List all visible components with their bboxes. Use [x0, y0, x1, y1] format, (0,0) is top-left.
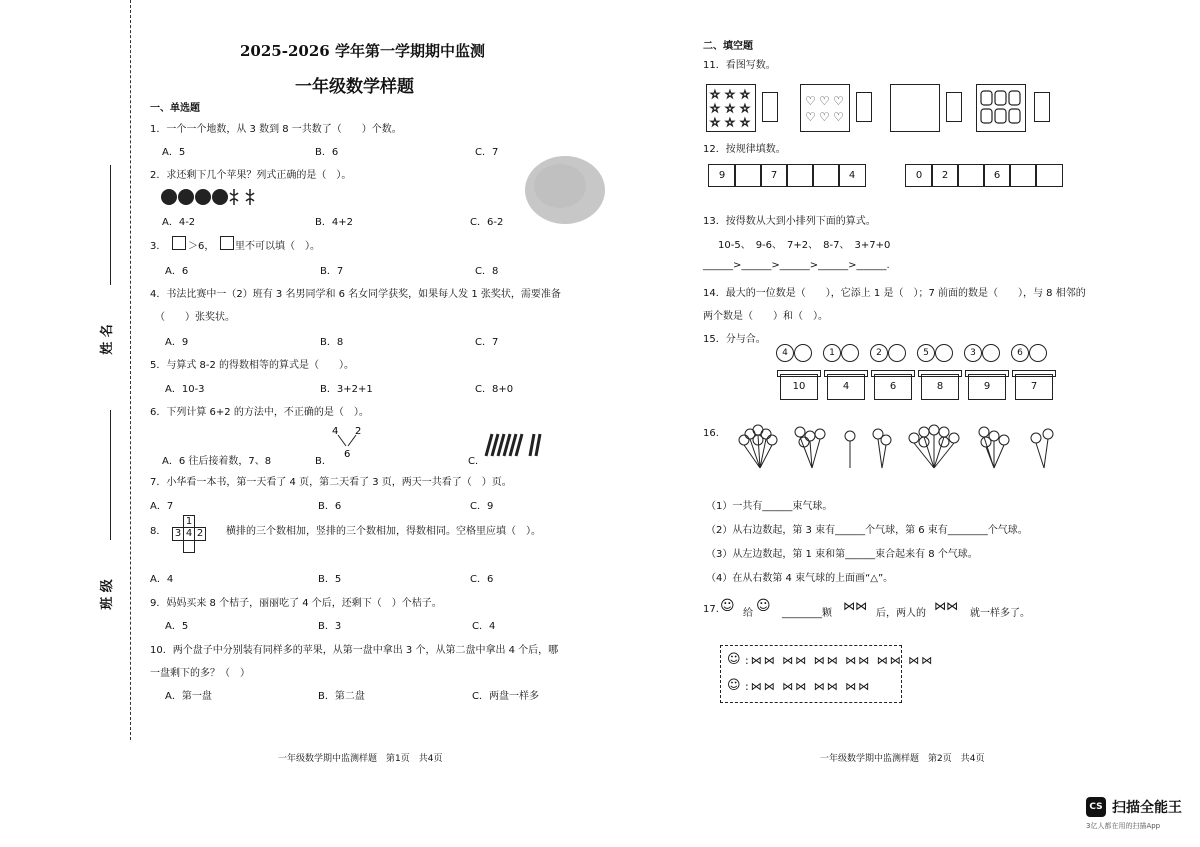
class-line	[110, 410, 111, 540]
balloon-bunch-4	[873, 429, 891, 468]
q3-option-c: C．8	[475, 266, 499, 277]
q12-seq1-cell[interactable]	[734, 164, 762, 187]
q12-seq2-cell: 2	[931, 164, 959, 187]
q8-option-a: A．4	[150, 574, 174, 585]
svg-text:☆: ☆	[725, 88, 735, 101]
q17-give: 给	[743, 608, 753, 619]
svg-text:☆: ☆	[710, 88, 720, 101]
name-label: 姓 名	[99, 324, 115, 355]
q6-option-b: B．	[315, 456, 332, 467]
camscanner-tagline: 3亿人都在用的扫描App	[1086, 822, 1161, 830]
boy-face-icon: ☺	[756, 598, 771, 614]
q3-box-2	[220, 236, 234, 250]
svg-text:♡: ♡	[805, 94, 816, 108]
q12-text: 12．按规律填数。	[703, 144, 786, 155]
flower: 6	[1011, 344, 1029, 362]
rounded-squares-icon	[977, 85, 1025, 131]
balloon-bunch-6	[979, 427, 1009, 468]
q2-text: 2．求还剩下几个苹果？列式正确的是（ ）。	[150, 170, 352, 181]
q3-option-b: B．7	[320, 266, 344, 277]
svg-text:☆: ☆	[740, 116, 750, 129]
svg-text:♡: ♡	[805, 110, 816, 124]
balloon-bunch-5	[909, 425, 959, 468]
svg-text:☆: ☆	[725, 102, 735, 115]
q3-gt-six: ＞6，	[188, 241, 215, 252]
q8-cell-top: 1	[183, 515, 195, 528]
svg-text:☆: ☆	[740, 102, 750, 115]
balloon-bunch-1	[739, 425, 777, 468]
q1-option-c: C．7	[475, 147, 499, 158]
page1-footer: 一年级数学期中监测样题 第1页 共4页	[278, 754, 443, 764]
q9-option-a: A．5	[165, 621, 189, 632]
q4-option-b: B．8	[320, 337, 344, 348]
q9-option-c: C．4	[472, 621, 496, 632]
q6-sticks-illustration	[482, 432, 542, 458]
svg-text:☆: ☆	[710, 116, 720, 129]
q7-text: 7．小华看一本书，第一天看了 4 页，第二天看了 3 页，两天一共看了（ ）页。	[150, 477, 512, 488]
svg-text:☆: ☆	[710, 102, 720, 115]
candy-icon-2: ⋈⋈	[934, 599, 958, 613]
section-fill-blank: 二、填空题	[703, 41, 753, 52]
flower[interactable]	[888, 344, 906, 362]
q14-text: 14．最大的一位数是（ ），它添上 1 是（ ）；7 前面的数是（ ），与 8 相邻的	[703, 288, 1086, 299]
q8-option-c: C．6	[470, 574, 494, 585]
q3-text: 里不可以填（ ）。	[235, 241, 320, 252]
q6-number-tree	[330, 424, 366, 458]
q6-tree-bottom: 6	[344, 449, 351, 458]
flower: 5	[917, 344, 935, 362]
q7-option-c: C．9	[470, 501, 494, 512]
q8-cell-right: 2	[194, 527, 206, 541]
q5-option-c: C．8+0	[475, 384, 514, 395]
q16-part-2: （2）从右边数起，第 3 束有______个气球，第 6 束有________个气球。	[706, 525, 1028, 536]
flower: 4	[776, 344, 794, 362]
section-single-choice: 一、单选题	[150, 103, 200, 114]
q12-seq2-cell[interactable]	[957, 164, 985, 187]
q16-number: 16.	[703, 428, 719, 439]
flower: 2	[870, 344, 888, 362]
stars-icon	[707, 85, 755, 131]
q17-candy-panel	[720, 645, 935, 703]
name-line	[110, 165, 111, 285]
q6-option-c: C．	[468, 456, 485, 467]
q5-option-a: A．10-3	[165, 384, 205, 395]
svg-text:♡: ♡	[819, 110, 830, 124]
q13-text: 13．按得数从大到小排列下面的算式。	[703, 216, 876, 227]
candy-row-1-icons: :⋈⋈ ⋈⋈ ⋈⋈ ⋈⋈ ⋈⋈ ⋈⋈	[745, 654, 935, 667]
q13-answer-blanks[interactable]: ______>______>______>______>______.	[703, 260, 890, 271]
q1-option-a: A．5	[162, 147, 186, 158]
exam-title: 2025-2026 学年第一学期期中监测	[240, 42, 485, 60]
q6-option-a: A．6 往后接着数，7、8	[162, 456, 272, 467]
q16-part-4: （4）在从右数第 4 束气球的上面画“△”。	[706, 573, 894, 584]
q4-text: 4．书法比赛中一（2）班有 3 名男同学和 6 名女同学获奖，如果每人发 1 张奖状，需要准备	[150, 289, 561, 300]
q3-box-1	[172, 236, 186, 250]
flower[interactable]	[841, 344, 859, 362]
q4-text-2: （ ）张奖状。	[155, 312, 235, 323]
q9-option-b: B．3	[318, 621, 342, 632]
candy-row-2-icons: :⋈⋈ ⋈⋈ ⋈⋈ ⋈⋈	[745, 680, 872, 693]
balloon-bunch-3	[845, 431, 855, 468]
q17-blank[interactable]: ________颗	[782, 608, 832, 619]
q3-number: 3．	[150, 241, 167, 252]
flower-pot: 7	[1015, 374, 1053, 400]
scan-smudge	[520, 150, 610, 230]
q1-option-b: B．6	[315, 147, 339, 158]
svg-text:♡: ♡	[833, 94, 844, 108]
q10-option-c: C．两盘一样多	[472, 691, 539, 702]
q11-answer-box-4[interactable]	[1034, 92, 1050, 122]
q6-tree-top-left: 4	[332, 426, 339, 437]
q10-option-b: B．第二盘	[318, 691, 365, 702]
q6-text: 6．下列计算 6+2 的方法中，不正确的是（ ）。	[150, 407, 369, 418]
svg-text:☆: ☆	[740, 88, 750, 101]
q8-number: 8．	[150, 526, 167, 537]
q11-answer-box-1[interactable]	[762, 92, 778, 122]
q10-option-a: A．第一盘	[165, 691, 212, 702]
q12-seq1-cell: 9	[708, 164, 736, 187]
q17-after: 后，两人的	[876, 608, 926, 619]
camscanner-brand: 扫描全能王	[1112, 800, 1182, 816]
q13-expressions: 10-5、 9-6、 7+2、 8-7、 3+7+0	[718, 240, 891, 251]
q12-seq1-cell: 4	[838, 164, 866, 187]
q11-empty-box	[890, 84, 940, 132]
q16-balloons	[728, 420, 1078, 472]
svg-text:♡: ♡	[819, 94, 830, 108]
girl-face-icon-2: ☺	[727, 652, 741, 667]
q17-number: 17.	[703, 604, 719, 615]
q3-option-a: A．6	[165, 266, 189, 277]
q11-squares-box	[976, 84, 1026, 132]
q4-option-a: A．9	[165, 337, 189, 348]
q7-option-a: A．7	[150, 501, 174, 512]
q2-option-b: B．4+2	[315, 217, 353, 228]
flower: 3	[964, 344, 982, 362]
q12-seq2-cell: 6	[983, 164, 1011, 187]
girl-face-icon: ☺	[720, 598, 735, 614]
candy-icon: ⋈⋈	[843, 599, 867, 613]
exam-subtitle: 一年级数学样题	[295, 77, 414, 97]
q12-seq2-cell[interactable]	[1035, 164, 1063, 187]
apples-illustration	[160, 185, 270, 207]
q8-text: 横排的三个数相加，竖排的三个数相加，得数相同。空格里应填（ ）。	[226, 526, 541, 537]
balloon-bunch-2	[795, 427, 825, 468]
q11-text: 11．看图写数。	[703, 60, 776, 71]
flower[interactable]	[794, 344, 812, 362]
flower[interactable]	[935, 344, 953, 362]
q15-text: 15．分与合。	[703, 334, 766, 345]
q5-text: 5．与算式 8-2 的得数相等的算式是（ ）。	[150, 360, 355, 371]
page2-footer: 一年级数学期中监测样题 第2页 共4页	[820, 754, 985, 764]
q11-hearts-box	[800, 84, 850, 132]
q16-part-1: （1）一共有______束气球。	[706, 501, 833, 512]
q11-answer-box-2[interactable]	[856, 92, 872, 122]
q9-text: 9．妈妈买来 8 个桔子，丽丽吃了 4 个后，还剩下（ ）个桔子。	[150, 598, 442, 609]
flower[interactable]	[982, 344, 1000, 362]
q6-tree-top-right: 2	[355, 426, 362, 437]
svg-text:☆: ☆	[725, 116, 735, 129]
camscanner-logo-icon: CS	[1086, 797, 1106, 817]
q10-text: 10．两个盘子中分别装有同样多的苹果，从第一盘中拿出 3 个，从第二盘中拿出 4 个后，哪	[150, 645, 559, 656]
q8-cell-bottom	[183, 540, 195, 553]
q12-seq2-cell: 0	[905, 164, 933, 187]
balloon-bunch-7	[1031, 429, 1053, 468]
svg-text:♡: ♡	[833, 110, 844, 124]
camscanner-watermark	[1086, 797, 1182, 831]
q10-text-2: 一盘剩下的多？（ ）	[150, 668, 250, 679]
q8-option-b: B．5	[318, 574, 342, 585]
q14-text-2: 两个数是（ ）和（ ）。	[703, 311, 828, 322]
q12-seq1-cell[interactable]	[812, 164, 840, 187]
flower[interactable]	[1029, 344, 1047, 362]
flower-pot: 10	[780, 374, 818, 400]
q11-answer-box-3[interactable]	[946, 92, 962, 122]
q7-option-b: B．6	[318, 501, 342, 512]
q2-option-c: C．6-2	[470, 217, 504, 228]
q5-option-b: B．3+2+1	[320, 384, 373, 395]
binding-dashed-line	[130, 0, 131, 740]
flower-pot: 6	[874, 374, 912, 400]
q12-seq1-cell[interactable]	[786, 164, 814, 187]
q4-option-c: C．7	[475, 337, 499, 348]
q12-seq2-cell[interactable]	[1009, 164, 1037, 187]
flower-pot: 8	[921, 374, 959, 400]
q12-seq1-cell: 7	[760, 164, 788, 187]
flower-pot: 9	[968, 374, 1006, 400]
flower-pot: 4	[827, 374, 865, 400]
class-label: 班 级	[99, 579, 115, 610]
flower: 1	[823, 344, 841, 362]
boy-face-icon-2: ☺	[727, 678, 741, 693]
q17-end: 就一样多了。	[970, 608, 1030, 619]
q11-stars-box	[706, 84, 756, 132]
q2-option-a: A．4-2	[162, 217, 196, 228]
q8-cell-center: 4	[183, 527, 195, 541]
q1-text: 1．一个一个地数，从 3 数到 8 一共数了（ ）个数。	[150, 124, 402, 135]
q8-cell-left: 3	[172, 527, 184, 541]
hearts-icon	[801, 85, 849, 131]
q16-part-3: （3）从左边数起，第 1 束和第______束合起来有 8 个气球。	[706, 549, 978, 560]
